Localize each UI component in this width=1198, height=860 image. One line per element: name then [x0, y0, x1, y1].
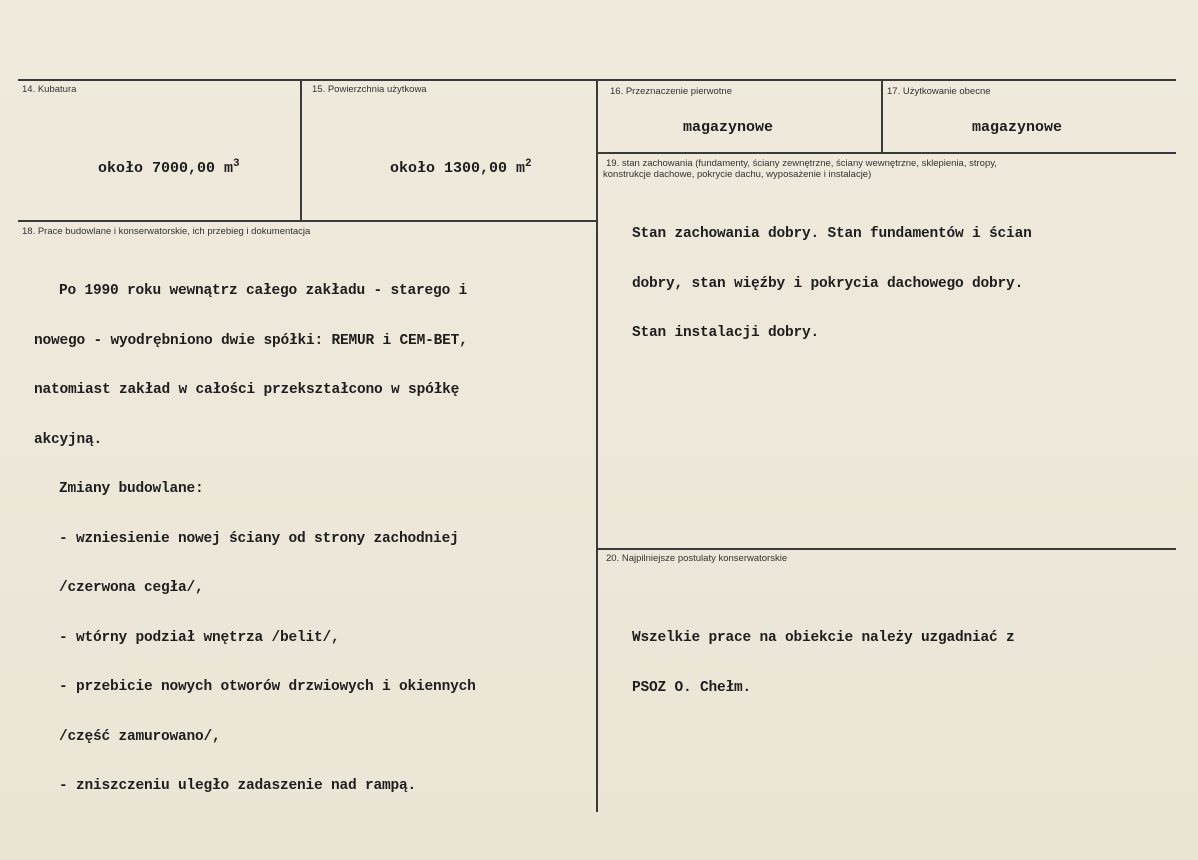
przeznaczenie-label: 16. Przeznaczenie pierwotne: [610, 86, 732, 97]
powierzchnia-value: około 1300,00 $m^2$: [390, 158, 532, 177]
text-line: nowego - wyodrębniono dwie spółki: REMUR i CEM-BET,: [34, 332, 468, 349]
text-line: akcyjną.: [34, 431, 103, 448]
text-line: Po 1990 roku wewnątrz całego zakładu - starego i: [59, 283, 468, 299]
text-line: - wzniesienie nowej ściany od strony zachodniej: [59, 530, 459, 547]
center-divider: [596, 80, 598, 812]
rule-above-18: [18, 220, 598, 222]
stan-zachowania-label-2: konstrukcje dachowe, pokrycie dachu, wyposażenie i instalacje): [603, 169, 872, 180]
rule-above-20: [597, 548, 1176, 550]
text-line: Stan zachowania dobry. Stan fundamentów i ścian: [632, 226, 1032, 242]
text-line: Stan instalacji dobry.: [632, 325, 820, 341]
stan-zachowania-label-1: 19. stan zachowania (fundamenty, ściany zewnętrzne, ściany wewnętrzne, sklepienia, stropy,: [606, 158, 997, 169]
text-line: Zmiany budowlane:: [59, 481, 204, 497]
kubatura-label: 14. Kubatura: [22, 84, 77, 95]
prace-budowlane-text: [34, 250, 476, 828]
text-line: dobry, stan więźby i pokrycia dachowego dobry.: [632, 275, 1024, 292]
postulaty-text: [632, 597, 1015, 729]
stan-zachowania-text: [632, 193, 1032, 375]
text-line: - wtórny podział wnętrza /belit/,: [59, 629, 340, 646]
text-line: PSOZ O. Chełm.: [632, 679, 752, 696]
prace-budowlane-label: 18. Prace budowlane i konserwatorskie, ich przebieg i dokumentacja: [22, 226, 311, 237]
text-line: - zniszczeniu uległo zadaszenie nad rampą.: [59, 778, 417, 794]
text-line: Wszelkie prace na obiekcie należy uzgadniać z: [632, 630, 1015, 646]
uzytkowanie-label: 17. Użytkowanie obecne: [887, 86, 991, 97]
text-line: natomiast zakład w całości przekształcono w spółkę: [34, 382, 460, 398]
kubatura-value: około 7000,00 $m^3$: [98, 158, 240, 177]
przeznaczenie-value: magazynowe: [683, 119, 774, 136]
text-line: /część zamurowano/,: [59, 728, 221, 745]
text-line: - przebicie nowych otworów drzwiowych i okiennych: [59, 679, 476, 695]
uzytkowanie-value: magazynowe: [972, 119, 1063, 136]
postulaty-label: 20. Najpilniejsze postulaty konserwatorskie: [606, 553, 788, 564]
text-line: /czerwona cegła/,: [59, 580, 204, 596]
rule-under-16-17: [597, 152, 1176, 154]
divider-14-15: [300, 80, 302, 221]
divider-16-17: [881, 80, 883, 153]
powierzchnia-label: 15. Powierzchnia użytkowa: [312, 84, 427, 95]
